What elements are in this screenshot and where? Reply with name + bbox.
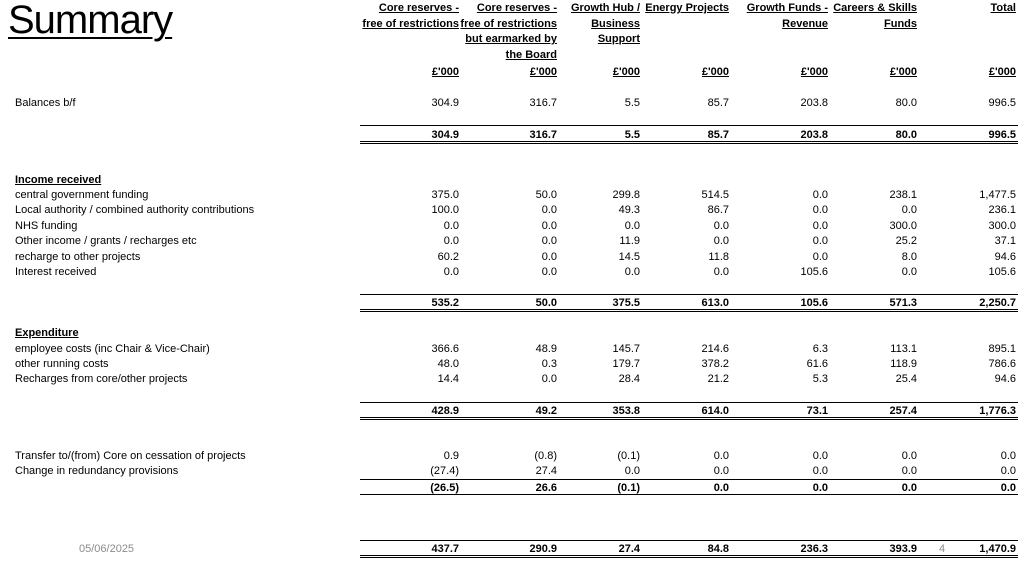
unit-label: £'000	[612, 66, 640, 78]
table-cell: 1,470.9	[979, 543, 1016, 555]
table-cell: 0.0	[901, 450, 917, 462]
unit-label: £'000	[800, 66, 828, 78]
table-cell: 26.6	[535, 482, 557, 494]
table-cell: 113.1	[890, 343, 917, 355]
unit-label: £'000	[701, 66, 729, 78]
footer-date: 05/06/2025	[79, 543, 135, 555]
table-cell: 0.0	[541, 204, 557, 216]
table-cell: 73.1	[806, 405, 828, 417]
row-label: Balances b/f	[15, 97, 76, 109]
row-label: Recharges from core/other projects	[15, 373, 188, 385]
table-cell: 299.8	[612, 189, 640, 201]
table-cell: 145.7	[612, 343, 640, 355]
page-title: Summary	[8, 0, 173, 42]
table-rule	[360, 309, 1018, 310]
table-cell: 5.3	[812, 373, 828, 385]
table-cell: 428.9	[431, 405, 459, 417]
table-cell: 316.7	[529, 97, 557, 109]
table-cell: (0.1)	[617, 482, 640, 494]
table-cell: (0.1)	[617, 450, 640, 462]
row-label: employee costs (inc Chair & Vice-Chair)	[15, 343, 210, 355]
table-cell: 37.1	[994, 235, 1016, 247]
table-cell: 393.9	[889, 543, 917, 555]
row-label: NHS funding	[15, 220, 78, 232]
table-cell: 535.2	[431, 297, 459, 309]
row-label: other running costs	[15, 358, 109, 370]
table-rule	[360, 141, 1018, 142]
table-cell: 11.8	[708, 251, 729, 263]
table-cell: 0.0	[901, 204, 917, 216]
table-cell: 0.0	[443, 235, 459, 247]
table-cell: 85.7	[707, 97, 729, 109]
table-cell: 14.4	[437, 373, 459, 385]
table-cell: 1,477.5	[979, 189, 1016, 201]
table-cell: 0.0	[713, 235, 729, 247]
table-cell: 86.7	[707, 204, 729, 216]
table-cell: 0.0	[812, 465, 828, 477]
table-cell: 304.9	[431, 97, 459, 109]
table-cell: 0.9	[443, 450, 459, 462]
table-cell: 0.3	[541, 358, 557, 370]
table-cell: 61.6	[806, 358, 828, 370]
table-cell: 2,250.7	[979, 297, 1016, 309]
table-cell: 8.0	[901, 251, 917, 263]
table-cell: 375.0	[431, 189, 459, 201]
table-cell: 6.3	[812, 343, 828, 355]
table-cell: 236.3	[800, 543, 828, 555]
table-cell: 0.0	[541, 220, 557, 232]
table-cell: 353.8	[612, 405, 640, 417]
table-cell: 437.7	[431, 543, 459, 555]
table-cell: 0.0	[541, 373, 557, 385]
table-cell: 0.0	[901, 266, 917, 278]
table-cell: 105.6	[800, 266, 828, 278]
table-cell: 85.7	[707, 129, 729, 141]
table-cell: 60.2	[437, 251, 459, 263]
table-cell: 0.0	[812, 251, 828, 263]
unit-label: £'000	[889, 66, 917, 78]
table-cell: 290.9	[529, 543, 557, 555]
table-cell: 50.0	[535, 189, 557, 201]
table-rule	[360, 479, 1018, 480]
table-cell: 94.6	[994, 373, 1016, 385]
table-cell: 378.2	[701, 358, 729, 370]
table-cell: 49.2	[535, 405, 557, 417]
table-rule	[360, 125, 1018, 126]
table-cell: 614.0	[701, 405, 729, 417]
table-cell: 0.0	[443, 266, 459, 278]
table-cell: 0.0	[624, 465, 640, 477]
table-cell: 613.0	[701, 297, 729, 309]
table-cell: 27.4	[618, 543, 640, 555]
table-cell: 80.0	[895, 129, 917, 141]
page-number: 4	[939, 543, 946, 555]
table-rule	[360, 557, 1018, 558]
table-cell: (0.8)	[534, 450, 557, 462]
row-label: Change in redundancy provisions	[15, 465, 179, 477]
table-cell: 236.1	[988, 204, 1016, 216]
table-cell: (27.4)	[430, 465, 459, 477]
table-cell: 316.7	[529, 129, 557, 141]
table-cell: 84.8	[707, 543, 729, 555]
table-cell: 257.4	[889, 405, 917, 417]
column-header: Growth Funds - Revenue	[746, 2, 828, 30]
row-label: Transfer to/(from) Core on cessation of projects	[15, 450, 246, 462]
row-label: Other income / grants / recharges etc	[15, 235, 197, 247]
table-cell: 0.0	[541, 266, 557, 278]
row-label: Local authority / combined authority contributions	[15, 204, 255, 216]
column-header: Core reserves - free of restrictions	[362, 2, 459, 30]
table-cell: 105.6	[800, 297, 828, 309]
table-cell: 0.0	[713, 266, 729, 278]
table-cell: 786.6	[988, 358, 1016, 370]
row-label: Interest received	[15, 266, 97, 278]
column-header: Growth Hub / Business Support	[570, 2, 640, 45]
column-header: Energy Projects	[645, 2, 729, 14]
table-cell: 179.7	[612, 358, 640, 370]
table-cell: 0.0	[541, 251, 557, 263]
table-cell: 0.0	[812, 482, 828, 494]
table-cell: 996.5	[988, 97, 1016, 109]
table-cell: 0.0	[901, 482, 917, 494]
table-cell: 48.0	[437, 358, 459, 370]
table-cell: 895.1	[988, 343, 1016, 355]
unit-label: £'000	[529, 66, 557, 78]
table-cell: 0.0	[713, 220, 729, 232]
table-cell: 80.0	[895, 97, 917, 109]
table-rule	[360, 402, 1018, 403]
table-cell: 0.0	[901, 465, 917, 477]
table-cell: 0.0	[812, 235, 828, 247]
table-cell: 25.4	[895, 373, 917, 385]
table-cell: 105.6	[988, 266, 1016, 278]
table-cell: 50.0	[535, 297, 557, 309]
column-header: Core reserves - free of restrictions but earmarked by the Board	[460, 2, 557, 61]
table-cell: 25.2	[895, 235, 917, 247]
table-cell: 0.0	[443, 220, 459, 232]
table-cell: 14.5	[618, 251, 640, 263]
table-cell: 0.0	[541, 235, 557, 247]
table-cell: 0.0	[713, 465, 729, 477]
table-rule	[360, 419, 1018, 420]
row-label: central government funding	[15, 189, 149, 201]
table-cell: 571.3	[889, 297, 917, 309]
table-cell: 0.0	[812, 450, 828, 462]
table-cell: 300.0	[889, 220, 917, 232]
column-header: Total	[990, 2, 1016, 14]
table-cell: 0.0	[812, 220, 828, 232]
table-cell: 100.0	[431, 204, 459, 216]
table-rule	[360, 494, 1018, 495]
table-cell: 5.5	[624, 129, 640, 141]
table-cell: 214.6	[701, 343, 729, 355]
table-cell: 0.0	[713, 450, 729, 462]
table-cell: 1,776.3	[979, 405, 1016, 417]
table-cell: 49.3	[618, 204, 640, 216]
table-cell: 0.0	[812, 189, 828, 201]
table-cell: 304.9	[431, 129, 459, 141]
table-cell: 514.5	[701, 189, 729, 201]
unit-label: £'000	[988, 66, 1016, 78]
table-rule	[360, 555, 1018, 556]
table-cell: 21.2	[707, 373, 729, 385]
table-cell: 118.9	[890, 358, 917, 370]
row-label: recharge to other projects	[15, 251, 141, 263]
table-cell: 48.9	[535, 343, 557, 355]
table-rule	[360, 540, 1018, 541]
table-rule	[360, 417, 1018, 418]
table-cell: 5.5	[624, 97, 640, 109]
table-cell: 366.6	[431, 343, 459, 355]
column-header: Careers & Skills Funds	[833, 2, 917, 30]
table-cell: 0.0	[624, 266, 640, 278]
table-cell: 0.0	[624, 220, 640, 232]
table-cell: 0.0	[812, 204, 828, 216]
table-rule	[360, 311, 1018, 312]
table-rule	[360, 294, 1018, 295]
table-cell: 0.0	[1000, 450, 1016, 462]
table-cell: 375.5	[612, 297, 640, 309]
unit-label: £'000	[431, 66, 459, 78]
table-cell: 94.6	[994, 251, 1016, 263]
table-rule	[360, 143, 1018, 144]
table-cell: 28.4	[618, 373, 640, 385]
table-cell: 996.5	[988, 129, 1016, 141]
table-cell: 238.1	[889, 189, 917, 201]
section-heading-income: Income received	[15, 174, 102, 186]
table-cell: 300.0	[988, 220, 1016, 232]
table-cell: 27.4	[535, 465, 557, 477]
table-cell: 0.0	[713, 482, 729, 494]
table-cell: 11.9	[619, 235, 640, 247]
table-cell: 203.8	[800, 129, 828, 141]
table-cell: 0.0	[1000, 482, 1016, 494]
table-cell: (26.5)	[430, 482, 459, 494]
section-heading-expenditure: Expenditure	[15, 327, 79, 339]
table-cell: 0.0	[1000, 465, 1016, 477]
table-cell: 203.8	[800, 97, 828, 109]
